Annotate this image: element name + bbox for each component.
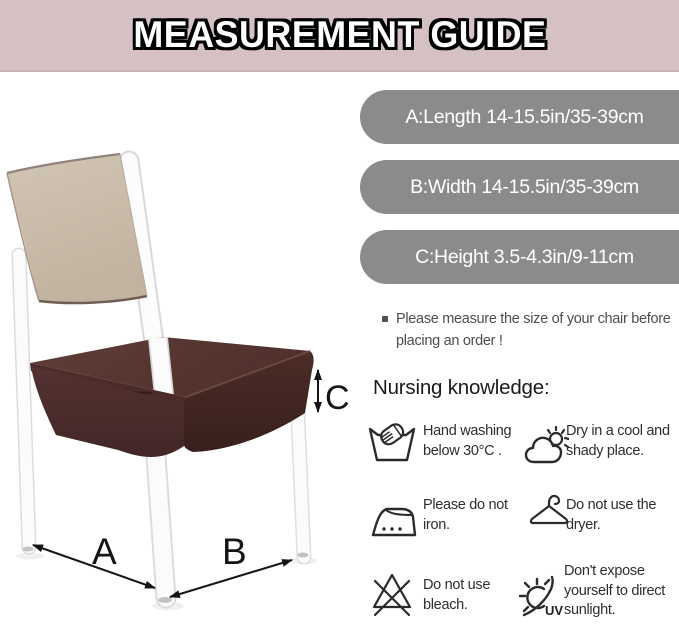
- label-a: A: [92, 531, 117, 572]
- dimension-pill-width: [360, 160, 679, 214]
- no-bleach-icon: [369, 568, 415, 616]
- bullet-icon: [382, 316, 388, 322]
- no-iron-icon: [371, 502, 417, 540]
- care-item-text: Please do not iron.: [423, 497, 508, 533]
- label-c: C: [325, 379, 350, 417]
- seat-cover: [30, 337, 314, 457]
- dimension-pill-height: [360, 230, 679, 284]
- dimension-width-label: B:Width 14-15.5in/35-39cm: [410, 175, 639, 198]
- care-item-text: Hand washing below 30°C .: [423, 423, 512, 459]
- label-b: B: [222, 531, 247, 572]
- no-dryer-icon: [529, 490, 569, 532]
- page-title: MEASUREMENT GUIDE: [132, 14, 547, 55]
- info-column: [360, 0, 679, 625]
- care-heading: Nursing knowledge:: [373, 376, 550, 399]
- measure-note: [382, 308, 671, 352]
- shade-dry-icon: [523, 426, 569, 466]
- measure-note-line2: placing an order !: [396, 333, 503, 349]
- no-sunlight-icon: [518, 570, 566, 618]
- dimension-height-label: C:Height 3.5-4.3in/9-11cm: [415, 245, 634, 268]
- measure-note-line1: Please measure the size of your chair before: [396, 311, 671, 327]
- hand-wash-icon: [368, 420, 416, 464]
- care-item-text: Don't expose yourself to direct sunlight.: [564, 563, 665, 618]
- uv-label: UV: [545, 603, 564, 618]
- dimension-length-label: A:Length 14-15.5in/35-39cm: [405, 105, 644, 128]
- care-item-text: Do not use the dryer.: [566, 497, 657, 533]
- care-item-text: Dry in a cool and shady place.: [566, 423, 670, 459]
- care-item-text: Do not use bleach.: [423, 577, 491, 613]
- dimension-pill-length: [360, 90, 679, 144]
